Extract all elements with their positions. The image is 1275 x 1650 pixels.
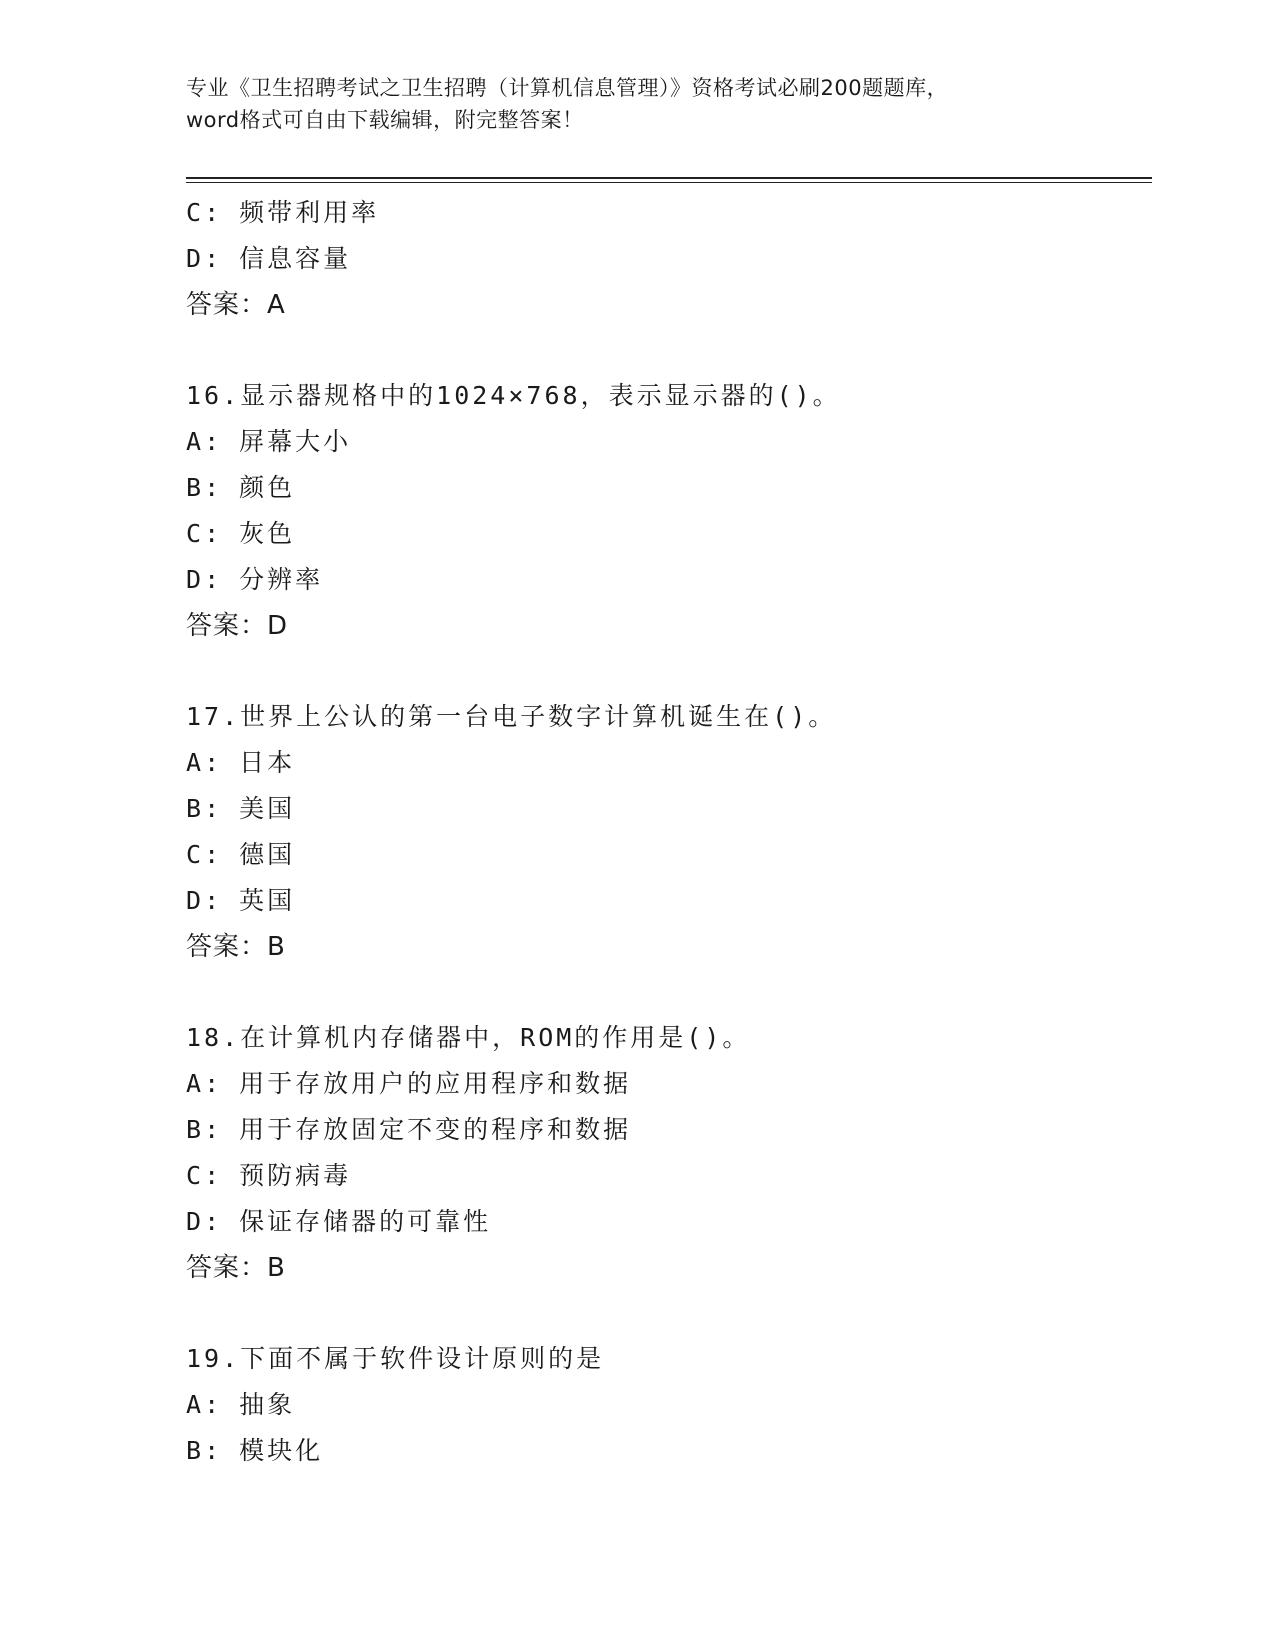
option-label: A — [186, 1390, 205, 1419]
answer-line: 答案：B — [186, 1253, 286, 1283]
option-text: 灰色 — [239, 519, 296, 548]
option-label: B — [186, 473, 205, 502]
question-stem: 16.显示器规格中的1024×768，表示显示器的()。 — [186, 381, 841, 410]
option-label: C — [186, 1161, 205, 1190]
option-label: C — [186, 519, 205, 548]
question-stem: 19.下面不属于软件设计原则的是 — [186, 1344, 605, 1373]
option-text: 用于存放用户的应用程序和数据 — [239, 1069, 632, 1098]
option-text: 日本 — [239, 748, 296, 777]
option-text: 保证存储器的可靠性 — [239, 1207, 492, 1236]
option-label: C — [186, 198, 205, 227]
option-row: C: 灰色 — [186, 519, 296, 548]
option-label: B — [186, 794, 205, 823]
option-text: 预防病毒 — [239, 1161, 352, 1190]
option-label: D — [186, 1207, 205, 1236]
option-row: B: 颜色 — [186, 473, 296, 502]
question-stem: 17.世界上公认的第一台电子数字计算机诞生在()。 — [186, 702, 837, 731]
option-text: 英国 — [239, 886, 296, 915]
option-label: A — [186, 427, 205, 456]
option-row: D: 分辨率 — [186, 565, 324, 594]
option-text: 模块化 — [239, 1436, 324, 1465]
option-label: B — [186, 1436, 205, 1465]
option-row: A: 抽象 — [186, 1390, 296, 1419]
option-text: 信息容量 — [239, 244, 352, 273]
option-text: 频带利用率 — [239, 198, 380, 227]
option-row: D: 英国 — [186, 886, 296, 915]
option-row: D: 保证存储器的可靠性 — [186, 1207, 492, 1236]
option-text: 用于存放固定不变的程序和数据 — [239, 1115, 632, 1144]
header-divider-thin — [186, 182, 1152, 183]
option-row: B: 模块化 — [186, 1436, 324, 1465]
option-text: 屏幕大小 — [239, 427, 352, 456]
option-text: 分辨率 — [239, 565, 324, 594]
option-label: A — [186, 1069, 205, 1098]
option-text: 美国 — [239, 794, 296, 823]
option-label: A — [186, 748, 205, 777]
question-block-19 — [186, 1336, 1146, 1474]
answer-line: 答案：B — [186, 932, 286, 962]
document-header — [186, 72, 1086, 136]
question-block-17 — [186, 694, 1146, 970]
answer-line: 答案：D — [186, 611, 289, 641]
option-label: B — [186, 1115, 205, 1144]
option-label: C — [186, 840, 205, 869]
question-list — [186, 190, 1146, 1474]
header-divider-thick — [186, 177, 1152, 179]
option-row: B: 用于存放固定不变的程序和数据 — [186, 1115, 632, 1144]
question-stem: 18.在计算机内存储器中，ROM的作用是()。 — [186, 1023, 751, 1052]
header-line-1: 专业《卫生招聘考试之卫生招聘（计算机信息管理）》资格考试必刷200题题库， — [186, 76, 949, 100]
option-label: D — [186, 565, 205, 594]
question-block-partial — [186, 190, 1146, 328]
option-row: A: 屏幕大小 — [186, 427, 352, 456]
option-row: C: 频带利用率 — [186, 198, 380, 227]
option-row: A: 用于存放用户的应用程序和数据 — [186, 1069, 632, 1098]
option-row: C: 预防病毒 — [186, 1161, 352, 1190]
option-label: D — [186, 886, 205, 915]
header-line-2: word格式可自由下载编辑，附完整答案！ — [186, 108, 584, 132]
option-text: 德国 — [239, 840, 296, 869]
question-block-16 — [186, 373, 1146, 649]
option-row: B: 美国 — [186, 794, 296, 823]
option-text: 抽象 — [239, 1390, 296, 1419]
option-row: D: 信息容量 — [186, 244, 352, 273]
answer-line: 答案：A — [186, 290, 286, 320]
option-label: D — [186, 244, 205, 273]
option-row: C: 德国 — [186, 840, 296, 869]
question-block-18 — [186, 1015, 1146, 1291]
option-text: 颜色 — [239, 473, 296, 502]
option-row: A: 日本 — [186, 748, 296, 777]
